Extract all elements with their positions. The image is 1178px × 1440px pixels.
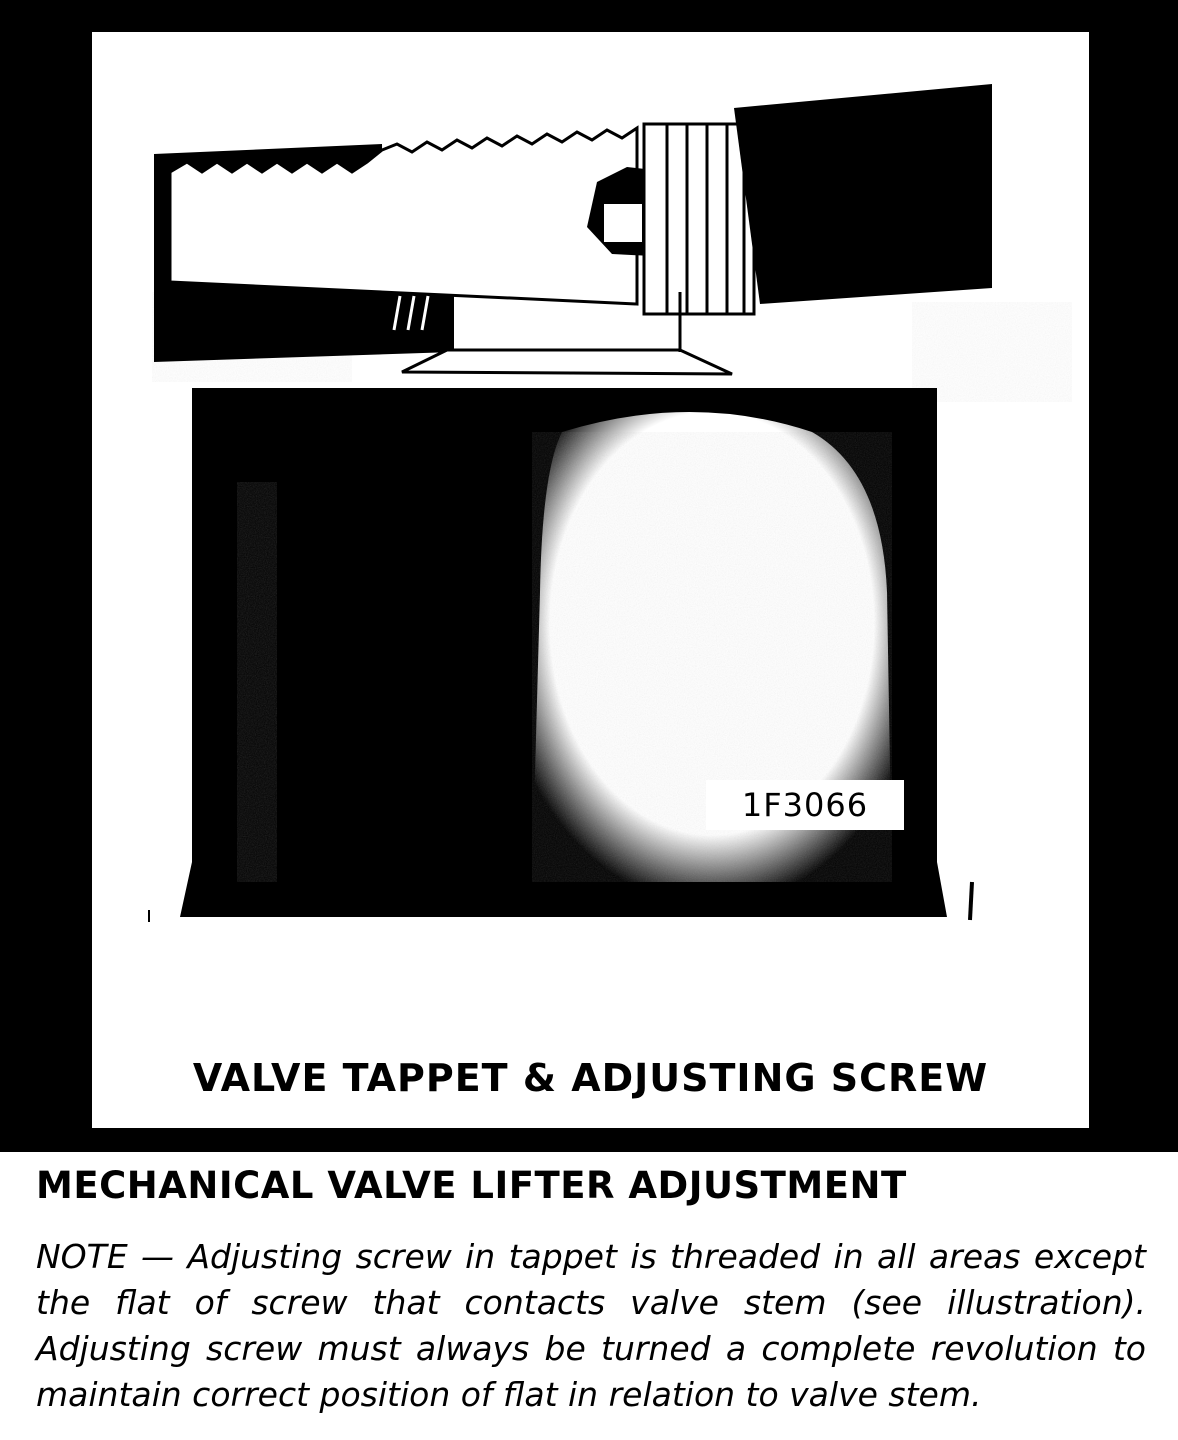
body-edge-speckle — [237, 482, 277, 882]
note-paragraph: NOTE — Adjusting screw in tappet is threaded in all areas except the flat of screw that contacts valve stem (see illustration). Adjusting screw must always be turned a complete revolution to maintain correct position of flat in relation to valve stem. — [36, 1237, 1146, 1414]
base-tick-right — [970, 882, 972, 920]
speckle-right — [912, 302, 1072, 402]
threaded-collar — [644, 124, 754, 314]
valve-tappet-illustration — [92, 32, 1089, 1032]
section-title: MECHANICAL VALVE LIFTER ADJUSTMENT — [36, 1164, 907, 1207]
contact-flat — [402, 350, 732, 374]
lock-nut — [734, 84, 992, 304]
figure-panel — [92, 32, 1089, 1128]
figure-id-label: 1F3066 — [706, 780, 904, 830]
screw-tip-highlight — [604, 204, 642, 242]
figure-caption: VALVE TAPPET & ADJUSTING SCREW — [192, 1056, 989, 1100]
